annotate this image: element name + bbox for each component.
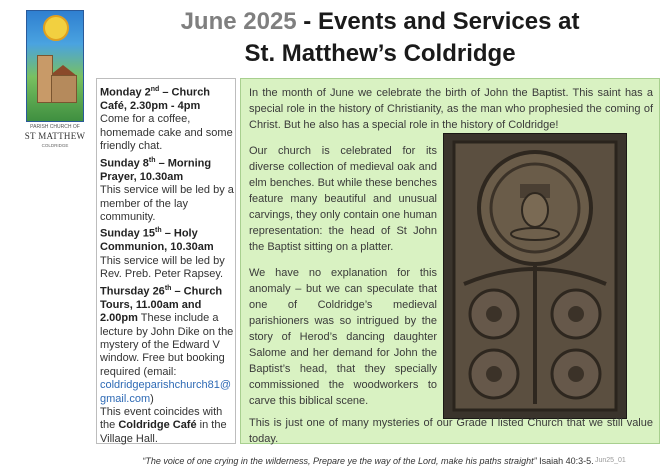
church-nave-shape xyxy=(51,75,77,103)
title-month: June 2025 xyxy=(180,8,297,35)
carved-bench-panel-image xyxy=(443,133,627,419)
title-line-2: St. Matthew’s Coldridge xyxy=(244,40,516,67)
church-logo xyxy=(22,10,88,160)
logo-name: ST MATTHEW xyxy=(24,131,86,141)
event-description: This service will be led by a member of the lay community. xyxy=(100,184,234,223)
article-intro: In the month of June we celebrate the birth of John the Baptist. This saint has a special role in the history of Christianity, as the man who prophesied the coming of Christ. But he also has a special role in the history of Coldridge! xyxy=(249,87,653,131)
quote-text: “The voice of one crying in the wilderness, Prepare ye the way of the Lord, make his paths straight” xyxy=(142,456,537,466)
event-heading: Thursday 26th – Church Tours, 11.00am and 2.00pm These include a lecture by John Dike on the mystery of the Edward V window. Free but booking required (email: xyxy=(100,284,234,378)
title-line-1 xyxy=(100,6,660,38)
event-description: Come for a coffee, homemade cake and some friendly chat. xyxy=(100,113,233,153)
article-paragraph: We have no explanation for this anomaly – but we can speculate that one of Coldridge’s medieval parishioners was so intrigued by the story of Herod’s dancing daughter Salome and her demand for John the Baptist’s head, that they specially commissioned the woodworkers to carve this biblical scene. xyxy=(249,267,437,407)
booking-email: coldridgeparishchurch81@gmail.com) xyxy=(100,379,232,405)
event-description: This service will be led by Rev. Preb. Peter Rapsey. xyxy=(100,254,225,281)
email-link[interactable]: coldridgeparishchurch81@gmail.com xyxy=(100,379,232,405)
title-line-1-text: - Events and Services at xyxy=(296,8,580,35)
event-note: This event coincides with the Coldridge Café in the Village Hall. xyxy=(100,405,227,445)
events-list xyxy=(96,78,236,444)
event-heading: Sunday 15th – Holy Communion, 10.30am xyxy=(100,227,214,254)
event-heading: Sunday 8th – Morning Prayer, 10.30am xyxy=(100,156,212,183)
sun-icon xyxy=(43,15,69,41)
article-closing: This is just one of many mysteries of our Grade I listed Church that we still value today. xyxy=(249,417,653,445)
article-panel xyxy=(240,78,660,444)
logo-sub-text: COLDRIDGE xyxy=(41,143,69,148)
stained-glass-window-image xyxy=(26,10,84,122)
scripture-quote xyxy=(108,456,628,466)
article-paragraph: Our church is celebrated for its diverse collection of medieval oak and elm benches. But while these benches feature many beautiful and unusual carvings, they only contain one human representation: the head of St John the Baptist sitting on a platter. xyxy=(249,145,437,253)
carving-illustration xyxy=(444,134,626,418)
page-title xyxy=(100,6,660,70)
event-heading: Monday 2nd – Church Café, 2.30pm - 4pm xyxy=(100,86,211,113)
event-description: These include a lecture by John Dike on the mystery of the Edward V window. Free but booking required (email: xyxy=(100,312,234,378)
quote-reference: Isaiah 40:3-5. xyxy=(536,456,594,466)
logo-small-text: PARISH CHURCH OF xyxy=(30,124,80,130)
article-body xyxy=(249,143,437,419)
document-code: Jun25_01 xyxy=(595,457,626,464)
